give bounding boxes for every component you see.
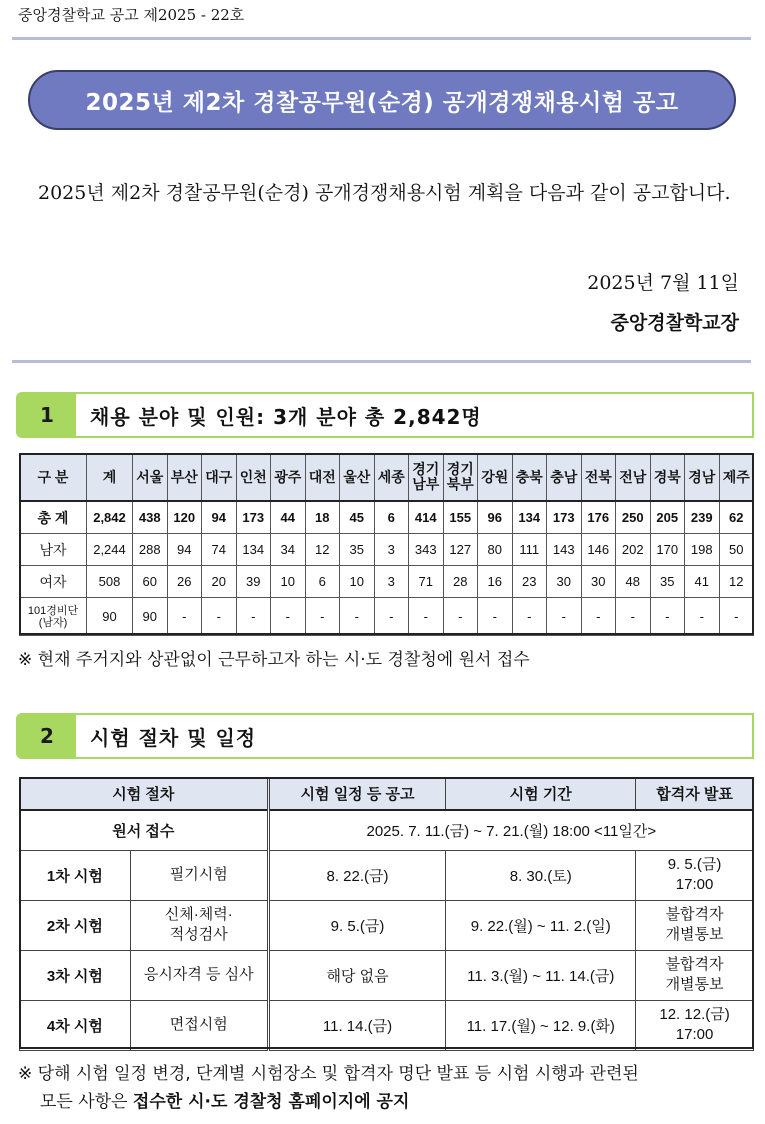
schedule-table [19,777,754,1051]
stage-label: 1차 시험 [20,850,131,900]
table-cell: 94 [167,534,202,566]
intro-paragraph [24,176,740,210]
table-cell: 343 [409,534,444,566]
table-cell: 438 [133,501,168,534]
col-header: 울산 [340,454,375,502]
table-cell: - [685,598,720,636]
stage-period: 11. 17.(월) ~ 12. 9.(화) [446,1000,636,1050]
col-header: 강원 [478,454,513,502]
table-cell: 62 [719,501,754,534]
stage-label: 3차 시험 [20,950,131,1000]
table-cell: - [478,598,513,636]
col-header: 경기 북부 [443,454,478,502]
table-cell: 111 [512,534,547,566]
table-cell: - [374,598,409,636]
table-cell: - [512,598,547,636]
table-cell: - [305,598,340,636]
table-cell: 205 [650,501,685,534]
section-1-note: ※ 현재 주거지와 상관없이 근무하고자 하는 시·도 경찰청에 원서 접수 [18,650,530,670]
stage-row [20,850,754,900]
table-cell: 2,244 [87,534,133,566]
intro-text: 2025년 제2차 경찰공무원(순경) 공개경쟁채용시험 계획을 다음과 같이 공고합니다. [38,182,731,204]
stage-row [20,900,754,950]
section-1-title: 채용 분야 및 인원: 3개 분야 총 2,842명 [90,404,482,429]
table-row [20,501,754,534]
stage-notice: 해당 없음 [268,950,446,1000]
row-label-main: 101경비단 [27,604,79,617]
table-cell: - [409,598,444,636]
header-notice: 시험 일정 등 공고 [268,778,446,811]
stage-row [20,950,754,1000]
table-cell: 173 [236,501,271,534]
table-cell: 90 [87,598,133,636]
stage-result: 12. 12.(금) 17:00 [636,1000,754,1050]
note-line-2 [18,1088,753,1116]
table-cell: 35 [340,534,375,566]
row-label-sub: (남자) [38,616,68,629]
table-cell: 39 [236,566,271,598]
table-cell: 170 [650,534,685,566]
table-cell: 6 [374,501,409,534]
table-cell: - [719,598,754,636]
application-row [20,810,754,850]
table-cell: 127 [443,534,478,566]
title-banner [28,70,736,130]
stage-notice: 9. 5.(금) [268,900,446,950]
issuer: 중앙경찰학교장 [610,312,739,334]
table-cell: 12 [305,534,340,566]
section-2-number: 2 [18,715,76,757]
stage-label: 4차 시험 [20,1000,131,1050]
stage-period: 9. 22.(월) ~ 11. 2.(일) [446,900,636,950]
note-line-1: ※ 당해 시험 일정 변경, 단계별 시험장소 및 합격자 명단 발표 등 시험 시행과 관련된 [18,1064,639,1084]
stage-result: 9. 5.(금) 17:00 [636,850,754,900]
table-cell: 71 [409,566,444,598]
table-cell: 288 [133,534,168,566]
col-header: 계 [87,454,133,502]
table-cell: - [236,598,271,636]
col-header: 대구 [202,454,237,502]
table-cell: 30 [547,566,582,598]
table-cell: - [616,598,651,636]
table-cell: 155 [443,501,478,534]
table-cell: 26 [167,566,202,598]
table-cell: 143 [547,534,582,566]
stage-result: 불합격자 개별통보 [636,950,754,1000]
table-cell: 44 [271,501,306,534]
table-cell: 48 [616,566,651,598]
section-1-header [16,392,754,438]
table-cell: 120 [167,501,202,534]
table-cell: 508 [87,566,133,598]
table-cell: 74 [202,534,237,566]
row-label: 여자 [20,566,87,598]
recruitment-table-header [20,454,754,502]
col-header: 세종 [374,454,409,502]
col-header: 경기 남부 [409,454,444,502]
table-row [20,598,754,636]
table-cell: 20 [202,566,237,598]
recruitment-table [19,453,754,636]
stage-label: 2차 시험 [20,900,131,950]
stage-notice: 8. 22.(금) [268,850,446,900]
table-row [20,534,754,566]
stage-name: 신체·체력· 적성검사 [130,900,268,950]
table-cell: - [443,598,478,636]
stage-name: 응시자격 등 심사 [130,950,268,1000]
table-cell: 60 [133,566,168,598]
table-cell: - [167,598,202,636]
row-label [20,598,87,636]
table-cell: 35 [650,566,685,598]
col-header: 충남 [547,454,582,502]
header-period: 시험 기간 [446,778,636,811]
announce-date: 2025년 7월 11일 [587,272,739,294]
stage-period: 8. 30.(토) [446,850,636,900]
table-cell: - [650,598,685,636]
table-cell: 50 [719,534,754,566]
table-cell: 96 [478,501,513,534]
col-header: 경북 [650,454,685,502]
note-line-2-bold: 접수한 시·도 경찰청 홈페이지에 공지 [132,1092,410,1112]
header-result: 합격자 발표 [636,778,754,811]
table-cell: 30 [581,566,616,598]
table-cell: 198 [685,534,720,566]
col-header: 광주 [271,454,306,502]
section-1-number: 1 [18,394,76,436]
table-cell: 41 [685,566,720,598]
application-period: 2025. 7. 11.(금) ~ 7. 21.(월) 18:00 <11일간> [268,810,753,850]
table-row [20,566,754,598]
stage-period: 11. 3.(월) ~ 11. 14.(금) [446,950,636,1000]
table-cell: 414 [409,501,444,534]
header-procedure: 시험 절차 [20,778,269,811]
table-cell: - [340,598,375,636]
table-cell: - [271,598,306,636]
col-header: 인천 [236,454,271,502]
table-cell: 3 [374,534,409,566]
stage-notice: 11. 14.(금) [268,1000,446,1050]
table-cell: 134 [236,534,271,566]
table-cell: 134 [512,501,547,534]
col-header: 부산 [167,454,202,502]
section-2-note [18,1060,753,1116]
application-label: 원서 접수 [20,810,269,850]
middle-divider [12,360,751,363]
table-cell: 202 [616,534,651,566]
col-header: 제주 [719,454,754,502]
schedule-table-header [20,778,754,811]
section-2-header [16,713,754,759]
table-cell: 10 [340,566,375,598]
col-header: 구 분 [20,454,87,502]
col-header: 경남 [685,454,720,502]
table-cell: 90 [133,598,168,636]
table-cell: 250 [616,501,651,534]
section-2-title: 시험 절차 및 일정 [90,725,257,750]
table-cell: 6 [305,566,340,598]
col-header: 서울 [133,454,168,502]
table-cell: 34 [271,534,306,566]
table-cell: - [581,598,616,636]
stage-result: 불합격자 개별통보 [636,900,754,950]
col-header: 전북 [581,454,616,502]
table-cell: 18 [305,501,340,534]
row-label: 남자 [20,534,87,566]
table-cell: 10 [271,566,306,598]
table-cell: 3 [374,566,409,598]
table-cell: - [547,598,582,636]
table-cell: 23 [512,566,547,598]
top-divider [12,37,751,40]
table-cell: 176 [581,501,616,534]
table-cell: 239 [685,501,720,534]
col-header: 충북 [512,454,547,502]
table-cell: 173 [547,501,582,534]
table-cell: 146 [581,534,616,566]
row-label: 총 계 [20,501,87,534]
document-number: 중앙경찰학교 공고 제2025 - 22호 [18,6,245,24]
page-title: 2025년 제2차 경찰공무원(순경) 공개경쟁채용시험 공고 [85,89,679,116]
table-cell: 80 [478,534,513,566]
col-header: 전남 [616,454,651,502]
stage-name: 면접시험 [130,1000,268,1050]
stage-name: 필기시험 [130,850,268,900]
note-line-2-prefix: 모든 사항은 [40,1092,133,1112]
table-cell: 16 [478,566,513,598]
table-cell: 94 [202,501,237,534]
table-cell: 45 [340,501,375,534]
table-cell: 12 [719,566,754,598]
stage-row [20,1000,754,1050]
table-cell: 2,842 [87,501,133,534]
table-cell: 28 [443,566,478,598]
col-header: 대전 [305,454,340,502]
table-cell: - [202,598,237,636]
